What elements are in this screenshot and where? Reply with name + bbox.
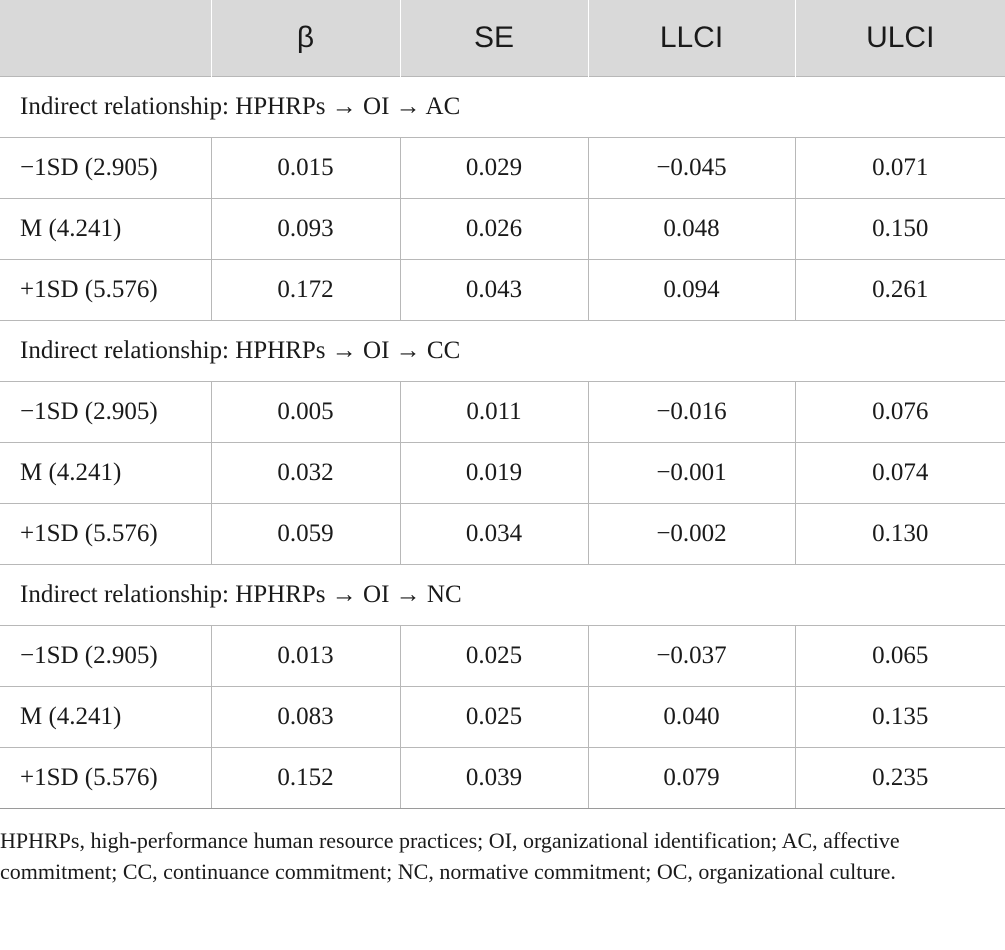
ulci-cell: 0.071 <box>795 138 1005 199</box>
header-cell-se: SE <box>400 0 588 77</box>
se-cell: 0.029 <box>400 138 588 199</box>
table-row <box>0 504 1005 565</box>
section-row-cc <box>0 321 1005 382</box>
header-cell-empty <box>0 0 211 77</box>
beta-cell: 0.032 <box>211 443 400 504</box>
table-header <box>0 0 1005 77</box>
ulci-cell: 0.074 <box>795 443 1005 504</box>
table-row <box>0 382 1005 443</box>
se-cell: 0.019 <box>400 443 588 504</box>
ulci-cell: 0.235 <box>795 748 1005 809</box>
table-row <box>0 260 1005 321</box>
table-row <box>0 138 1005 199</box>
llci-cell: −0.001 <box>588 443 795 504</box>
section-title: Indirect relationship: HPHRPs → OI → NC <box>0 565 1005 626</box>
beta-cell: 0.152 <box>211 748 400 809</box>
row-label: M (4.241) <box>0 687 211 748</box>
beta-cell: 0.093 <box>211 199 400 260</box>
ulci-cell: 0.135 <box>795 687 1005 748</box>
ulci-cell: 0.065 <box>795 626 1005 687</box>
beta-cell: 0.083 <box>211 687 400 748</box>
table-row <box>0 443 1005 504</box>
header-row <box>0 0 1005 77</box>
se-cell: 0.043 <box>400 260 588 321</box>
se-cell: 0.025 <box>400 687 588 748</box>
row-label: −1SD (2.905) <box>0 382 211 443</box>
beta-cell: 0.059 <box>211 504 400 565</box>
beta-cell: 0.005 <box>211 382 400 443</box>
beta-cell: 0.015 <box>211 138 400 199</box>
row-label: −1SD (2.905) <box>0 138 211 199</box>
llci-cell: −0.045 <box>588 138 795 199</box>
se-cell: 0.025 <box>400 626 588 687</box>
llci-cell: −0.037 <box>588 626 795 687</box>
se-cell: 0.026 <box>400 199 588 260</box>
se-cell: 0.011 <box>400 382 588 443</box>
table-row <box>0 687 1005 748</box>
beta-cell: 0.013 <box>211 626 400 687</box>
llci-cell: −0.002 <box>588 504 795 565</box>
header-cell-beta: β <box>211 0 400 77</box>
beta-cell: 0.172 <box>211 260 400 321</box>
llci-cell: −0.016 <box>588 382 795 443</box>
header-cell-ulci: ULCI <box>795 0 1005 77</box>
row-label: +1SD (5.576) <box>0 504 211 565</box>
llci-cell: 0.048 <box>588 199 795 260</box>
table-row <box>0 748 1005 809</box>
llci-cell: 0.094 <box>588 260 795 321</box>
row-label: M (4.241) <box>0 199 211 260</box>
ulci-cell: 0.076 <box>795 382 1005 443</box>
se-cell: 0.034 <box>400 504 588 565</box>
ulci-cell: 0.261 <box>795 260 1005 321</box>
table-footnote: HPHRPs, high-performance human resource practices; OI, organizational identification; AC, affective commitment; CC, continuance commitment; NC, normative commitment; OC, organizational culture. <box>0 828 900 884</box>
section-row-nc <box>0 565 1005 626</box>
row-label: −1SD (2.905) <box>0 626 211 687</box>
se-cell: 0.039 <box>400 748 588 809</box>
section-row-ac <box>0 77 1005 138</box>
section-title: Indirect relationship: HPHRPs → OI → CC <box>0 321 1005 382</box>
row-label: +1SD (5.576) <box>0 748 211 809</box>
header-cell-llci: LLCI <box>588 0 795 77</box>
row-label: M (4.241) <box>0 443 211 504</box>
row-label: +1SD (5.576) <box>0 260 211 321</box>
llci-cell: 0.040 <box>588 687 795 748</box>
table-row <box>0 199 1005 260</box>
llci-cell: 0.079 <box>588 748 795 809</box>
section-title: Indirect relationship: HPHRPs → OI → AC <box>0 77 1005 138</box>
table-body <box>0 77 1005 809</box>
table-row <box>0 626 1005 687</box>
ulci-cell: 0.130 <box>795 504 1005 565</box>
ulci-cell: 0.150 <box>795 199 1005 260</box>
